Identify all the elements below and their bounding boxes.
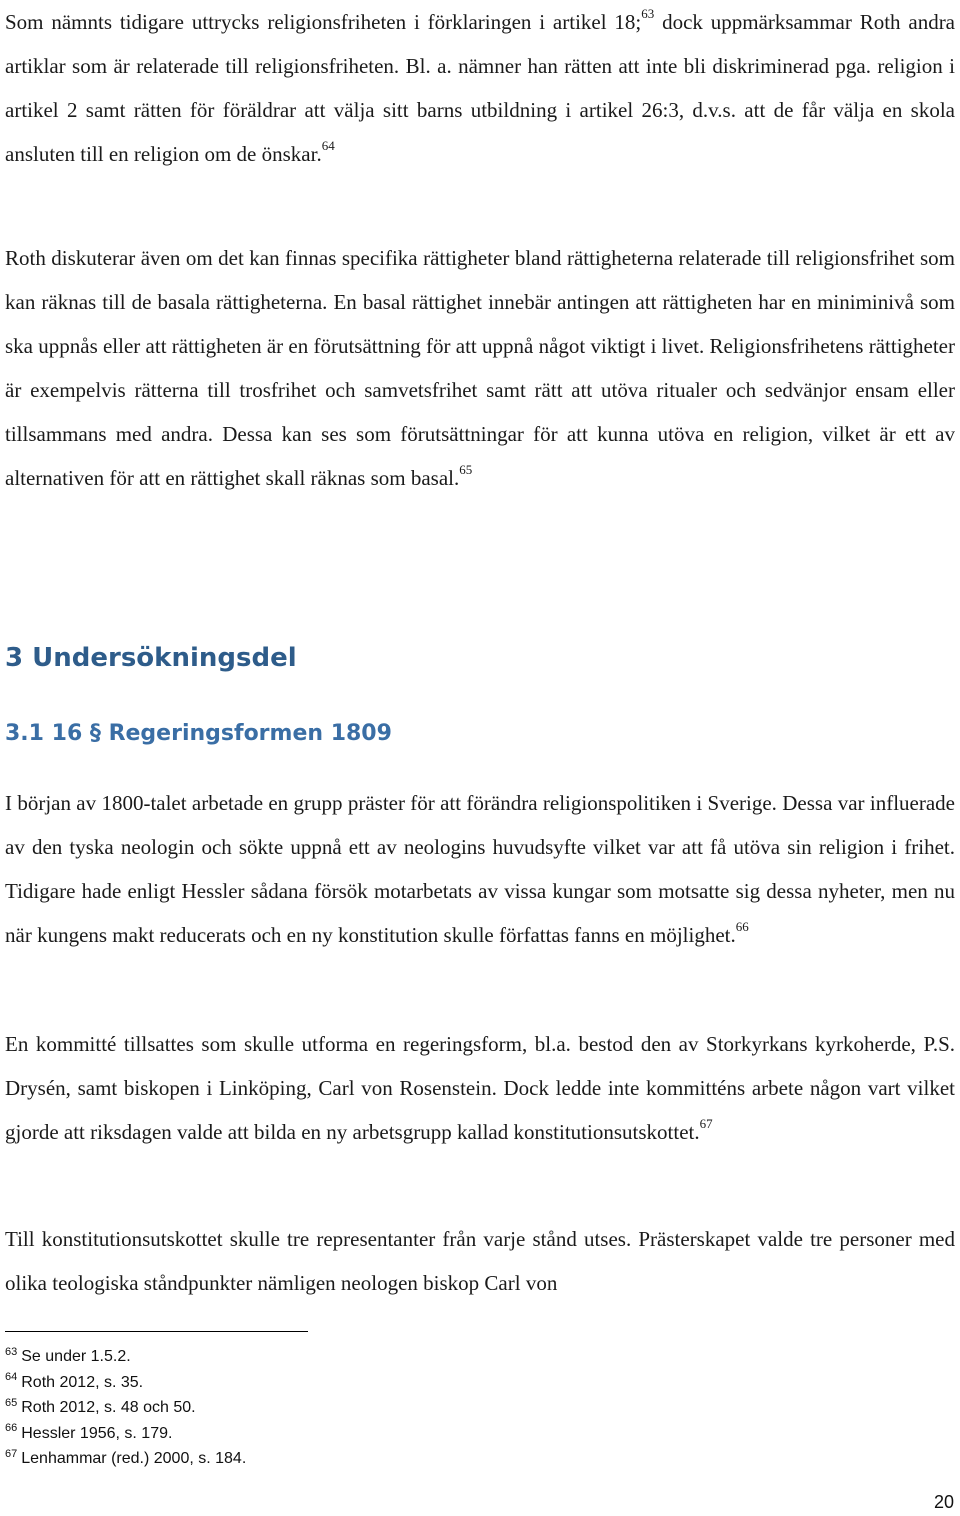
footnote-ref-67: 67 — [699, 1116, 713, 1131]
footnote-ref-64: 64 — [321, 138, 335, 153]
paragraph-5: Till konstitutionsutskottet skulle tre representanter från varje stånd utses. Prästerskapet valde tre personer med olika teologiska ståndpunkter nämligen neologen biskop Carl von — [5, 1227, 955, 1295]
footnote: $^{64}$ Roth 2012, s. 35. — [5, 1371, 144, 1391]
paragraph-1: Som nämnts tidigare uttrycks religionsfriheten i förklaringen i artikel 18;$^{63}$ dock uppmärksammar Roth andra artiklar som är relaterade till religionsfriheten. Bl. a. nämner han rätten att inte bli diskriminerad pga. religion i artikel 2 samt rätten för föräldrar att välja sitt barns utbildning i artikel 26:3, d.v.s. att de får välja en skola ansluten till en religion om de önskar.$^{64}$ — [5, 6, 956, 166]
footnote-separator — [5, 1331, 308, 1332]
paragraph-3: I början av 1800-talet arbetade en grupp präster för att förändra religionspolitiken i Sverige. Dessa var influerade av den tyska neologin och sökte uppnå ett av neologins huvudsyfte vilket var att få utöva sin religion i frihet. Tidigare hade enligt Hessler sådana försök motarbetats av vissa kungar som motsatte sig dessa nyheter, men nu när kungens makt reducerats och en ny konstitution skulle författas fanns en möjlighet.$^{66}$ — [5, 791, 955, 947]
footnote: $^{63}$ Se under 1.5.2. — [5, 1345, 131, 1365]
footnotes — [5, 1344, 246, 1472]
footnote-ref-63: 63 — [641, 6, 655, 21]
footnote: $^{66}$ Hessler 1956, s. 179. — [5, 1422, 173, 1442]
paragraph-4: En kommitté tillsattes som skulle utforma en regeringsform, bl.a. bestod den av Storkyrkans kyrkoherde, P.S. Drysén, samt biskopen i Linköping, Carl von Rosenstein. Dock ledde inte kommitténs arbete någon vart vilket gjorde att riksdagen valde att bilda en ny arbetsgrupp kallad konstitutionsutskottet.$^{67}$ — [5, 1032, 955, 1144]
footnote-ref-65: 65 — [459, 462, 473, 477]
footnote: $^{65}$ Roth 2012, s. 48 och 50. — [5, 1396, 196, 1416]
subsection-heading: 3.1 16 § Regeringsformen 1809 — [5, 721, 392, 746]
footnote: $^{67}$ Lenhammar (red.) 2000, s. 184. — [5, 1447, 247, 1467]
footnote-ref-66: 66 — [735, 919, 749, 934]
paragraph-2: Roth diskuterar även om det kan finnas specifika rättigheter bland rättigheterna relaterade till religionsfrihet som kan räknas till de basala rättigheterna. En basal rättighet innebär antingen att rättigheten har en miniminivå som ska uppnås eller att rättigheten är en förutsättning för att uppnå något viktigt i livet. Religionsfrihetens rättigheter är exempelvis rätterna till trosfrihet och samvetsfrihet samt rätt att utöva ritualer och sedvänjor ensam eller tillsammans med andra. Dessa kan ses som förutsättningar för att kunna utöva en religion, vilket är ett av alternativen för att en rättighet skall räknas som basal.$^{65}$ — [5, 246, 955, 490]
page-number: 20 — [933, 1492, 954, 1512]
section-heading: 3 Undersökningsdel — [5, 643, 297, 673]
